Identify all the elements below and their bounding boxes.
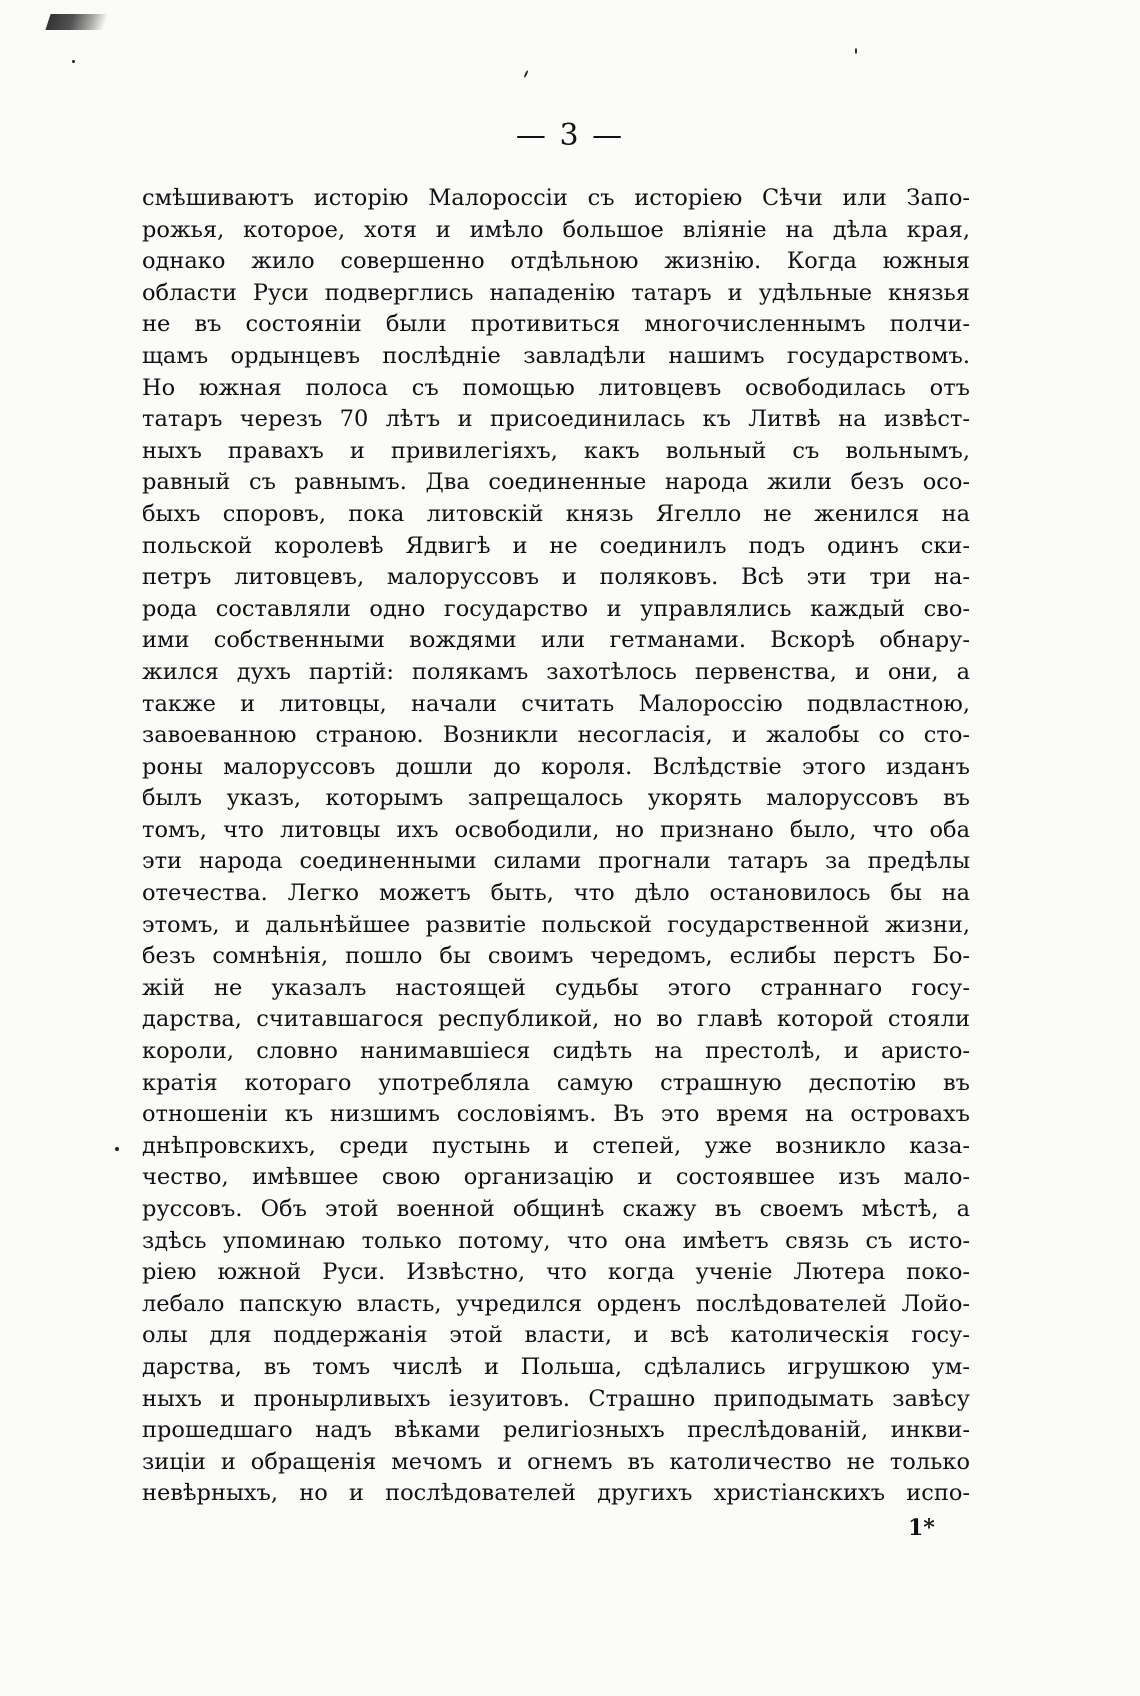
text-line: отечества. Легко можетъ быть, что дѣло остановилось бы на <box>142 880 970 907</box>
scan-artifact-speck <box>115 1147 119 1151</box>
text-line: не въ состояніи были противиться многочисленнымъ полчи- <box>142 311 970 338</box>
text-line: жій не указалъ настоящей судьбы этого страннаго госу- <box>142 974 970 1001</box>
scan-artifact-speck <box>855 48 857 54</box>
text-line: ріею южной Руси. Извѣстно, что когда ученіе Лютера поко- <box>142 1259 970 1286</box>
text-line: дарства, въ томъ числѣ и Польша, сдѣлались игрушкою ум- <box>142 1353 970 1380</box>
text-line: рожья, которое, хотя и имѣло большое вліяніе на дѣла края, <box>142 216 970 243</box>
text-line: однако жило совершенно отдѣльною жизнію. Когда южныя <box>142 248 970 275</box>
text-line: эти народа соединенными силами прогнали татаръ за предѣлы <box>142 848 970 875</box>
signature-mark: 1* <box>908 1515 935 1541</box>
text-line: равный съ равнымъ. Два соединенные народа жили безъ осо- <box>142 469 970 496</box>
text-line: здѣсь упоминаю только потому, что она имѣетъ связь съ исто- <box>142 1227 970 1254</box>
text-line: лебало папскую власть, учредился орденъ послѣдователей Лойо- <box>142 1290 970 1317</box>
text-line: этомъ, и дальнѣйшее развитіе польской государственной жизни, <box>142 911 970 938</box>
text-line: завоеванною страною. Возникли несогласія, и жалобы со сто- <box>142 722 970 749</box>
scan-artifact-speck <box>72 60 75 63</box>
text-line: ими собственными вождями или гетманами. Вскорѣ обнару- <box>142 627 970 654</box>
text-line: руссовъ. Объ этой военной общинѣ скажу въ своемъ мѣстѣ, а <box>142 1196 970 1222</box>
scan-artifact-corner <box>45 14 108 30</box>
text-line: томъ, что литовцы ихъ освободили, но признано было, что оба <box>142 816 970 843</box>
text-line: смѣшиваютъ исторію Малороссіи съ исторіею Сѣчи или Запо- <box>142 185 970 211</box>
text-line: быхъ споровъ, пока литовскій князь Ягелло не женился на <box>142 500 970 527</box>
body-text <box>142 183 970 1510</box>
text-line: чество, имѣвшее свою организацію и состоявшее изъ мало- <box>142 1164 970 1191</box>
text-line: зиціи и обращенія мечомъ и огнемъ въ католичество не только <box>142 1448 970 1475</box>
text-line: прошедшаго надъ вѣками религіозныхъ преслѣдованій, инкви- <box>142 1417 970 1444</box>
text-line: дарства, считавшагося республикой, но во главѣ которой стояли <box>142 1006 970 1033</box>
text-line: роны малоруссовъ дошли до короля. Вслѣдствіе этого изданъ <box>142 753 970 780</box>
text-line: также и литовцы, начали считать Малороссію подвластною, <box>142 690 970 717</box>
text-line: ныхъ правахъ и привилегіяхъ, какъ вольный съ вольнымъ, <box>142 437 970 464</box>
text-line: днѣпровскихъ, среди пустынь и степей, уже возникло каза- <box>142 1132 970 1159</box>
text-line: петръ литовцевъ, малоруссовъ и поляковъ. Всѣ эти три на- <box>142 564 970 591</box>
text-line: польской королевѣ Ядвигѣ и не соединилъ подъ одинъ ски- <box>142 532 970 559</box>
text-line: жился духъ партій: полякамъ захотѣлось первенства, и они, а <box>142 658 970 685</box>
text-line: рода составляли одно государство и управлялись каждый сво- <box>142 595 970 622</box>
text-line: Но южная полоса съ помощью литовцевъ освободилась отъ <box>142 374 970 401</box>
text-line: невѣрныхъ, но и послѣдователей другихъ христіанскихъ испо- <box>142 1480 970 1507</box>
text-line: былъ указъ, которымъ запрещалось укорять малоруссовъ въ <box>142 785 970 812</box>
text-line: отношеніи къ низшимъ сословіямъ. Въ это время на островахъ <box>142 1101 970 1128</box>
text-line: кратія котораго употребляла самую страшную деспотію въ <box>142 1069 970 1096</box>
text-line: татаръ черезъ 70 лѣтъ и присоединилась къ Литвѣ на извѣст- <box>142 406 970 433</box>
text-line: короли, словно нанимавшіеся сидѣть на престолѣ, и аристо- <box>142 1038 970 1065</box>
scan-artifact-speck <box>523 70 528 78</box>
text-line: олы для поддержанія этой власти, и всѣ католическія госу- <box>142 1322 970 1349</box>
text-line: безъ сомнѣнія, пошло бы своимъ чередомъ, еслибы перстъ Бо- <box>142 943 970 970</box>
page-number: — 3 — <box>515 118 625 153</box>
text-line: области Руси подверглись нападенію татаръ и удѣльные князья <box>142 279 970 306</box>
text-line: ныхъ и пронырливыхъ іезуитовъ. Страшно приподымать завѣсу <box>142 1385 970 1412</box>
text-line: щамъ ордынцевъ послѣдніе завладѣли нашимъ государствомъ. <box>142 342 970 369</box>
